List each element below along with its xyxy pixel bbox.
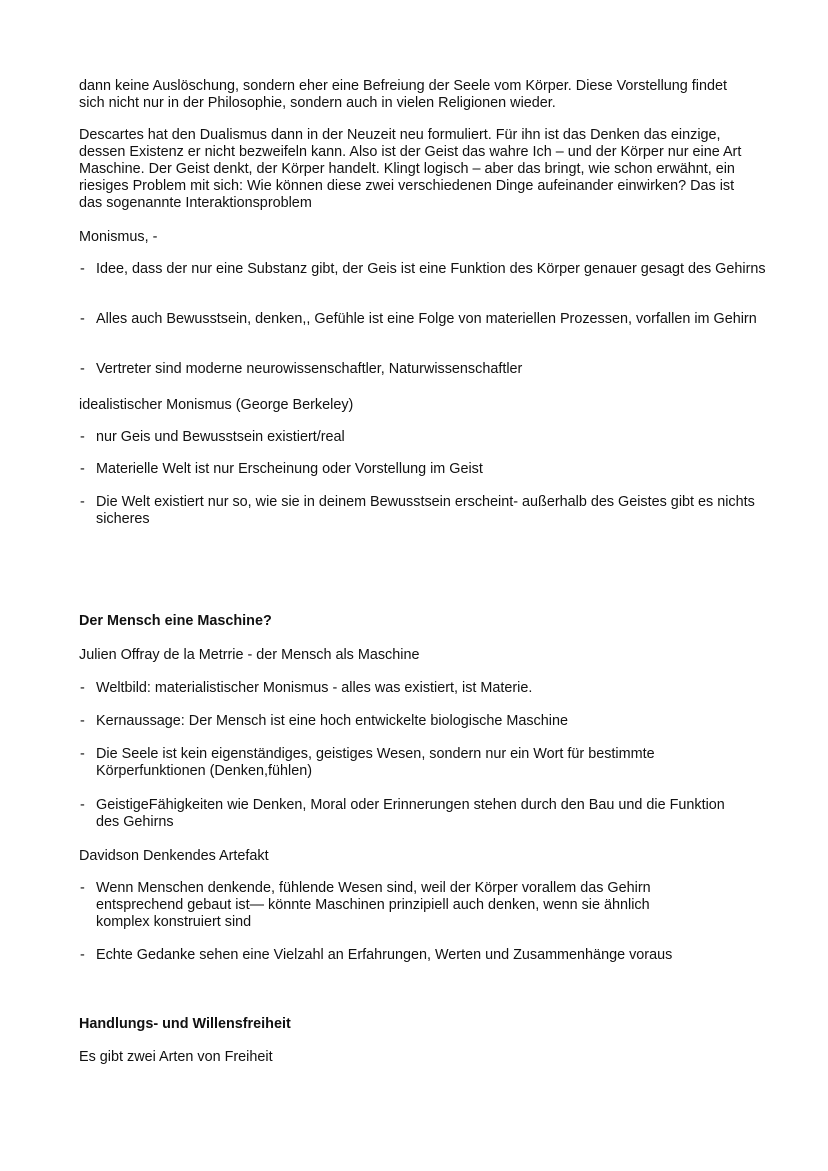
list-item-text: Die Seele ist kein eigenständiges, geistiges Wesen, sondern nur ein Wort für bestimmte Körperfunktionen (Denken,fühlen) (96, 746, 655, 779)
list-item (79, 261, 766, 278)
bullet-dash: - (80, 947, 85, 963)
list-item (79, 680, 766, 697)
list-item (79, 494, 756, 528)
list-item-text: Die Welt existiert nur so, wie sie in deinem Bewusstsein erscheint- außerhalb des Geistes gibt es nichts sicheres (96, 494, 755, 527)
list-item (79, 361, 766, 378)
bullet-dash: - (80, 713, 85, 729)
bullet-dash: - (80, 429, 85, 445)
list-item (79, 947, 766, 964)
paragraph: Es gibt zwei Arten von Freiheit (79, 1049, 273, 1065)
section-label: Davidson Denkendes Artefakt (79, 848, 269, 864)
list-item-text: Kernaussage: Der Mensch ist eine hoch entwickelte biologische Maschine (96, 713, 568, 729)
bullet-dash: - (80, 261, 85, 277)
bullet-dash: - (80, 880, 85, 896)
list-item (79, 311, 766, 328)
section-label: Monismus, - (79, 229, 158, 245)
section-label: Julien Offray de la Metrrie - der Mensch als Maschine (79, 647, 420, 663)
bullet-dash: - (80, 494, 85, 510)
bullet-dash: - (80, 746, 85, 762)
list-item-text: Weltbild: materialistischer Monismus - alles was existiert, ist Materie. (96, 680, 533, 696)
section-heading: Handlungs- und Willensfreiheit (79, 1016, 291, 1032)
list-item-text: Materielle Welt ist nur Erscheinung oder Vorstellung im Geist (96, 461, 483, 477)
list-item-text: Idee, dass der nur eine Substanz gibt, der Geis ist eine Funktion des Körper genauer gesagt des Gehirns (96, 261, 766, 277)
list-item-text: Wenn Menschen denkende, fühlende Wesen sind, weil der Körper vorallem das Gehirn entsprechend gebaut ist— könnte Maschinen prinzipiell auch denken, wenn sie ähnlich komplex konstruiert sind (96, 880, 651, 930)
list-item (79, 713, 766, 730)
list-item-text: Vertreter sind moderne neurowissenschaftler, Naturwissenschaftler (96, 361, 523, 377)
list-item (79, 429, 766, 446)
list-item (79, 880, 706, 931)
bullet-dash: - (80, 361, 85, 377)
section-label: idealistischer Monismus (George Berkeley) (79, 397, 354, 413)
paragraph: dann keine Auslöschung, sondern eher eine Befreiung der Seele vom Körper. Diese Vorstellung findet sich nicht nur in der Philosophie, sondern auch in vielen Religionen wieder. (79, 78, 727, 111)
list-item (79, 746, 736, 780)
list-item-text: Alles auch Bewusstsein, denken,, Gefühle ist eine Folge von materiellen Prozessen, vorfallen im Gehirn (96, 311, 757, 327)
list-item (79, 461, 766, 478)
list-item-text: GeistigeFähigkeiten wie Denken, Moral oder Erinnerungen stehen durch den Bau und die Funktion des Gehirns (96, 797, 725, 830)
paragraph: Descartes hat den Dualismus dann in der Neuzeit neu formuliert. Für ihn ist das Denken das einzige, dessen Existenz er nicht bezweifeln kann. Also ist der Geist das wahre Ich – und der Körper nur eine Art Maschine. Der Geist denkt, der Körper handelt. Klingt logisch – aber das bringt, wie schon erwähnt, ein riesiges Problem mit sich: Wie können diese zwei verschiedenen Dinge aufeinander einwirken? Das ist das sogenannte Interaktionsproblem (79, 127, 742, 211)
bullet-dash: - (80, 680, 85, 696)
bullet-dash: - (80, 797, 85, 813)
section-heading: Der Mensch eine Maschine? (79, 613, 272, 629)
list-item-text: Echte Gedanke sehen eine Vielzahl an Erfahrungen, Werten und Zusammenhänge voraus (96, 947, 673, 963)
bullet-dash: - (80, 311, 85, 327)
list-item-text: nur Geis und Bewusstsein existiert/real (96, 429, 345, 445)
list-item (79, 797, 736, 831)
bullet-dash: - (80, 461, 85, 477)
